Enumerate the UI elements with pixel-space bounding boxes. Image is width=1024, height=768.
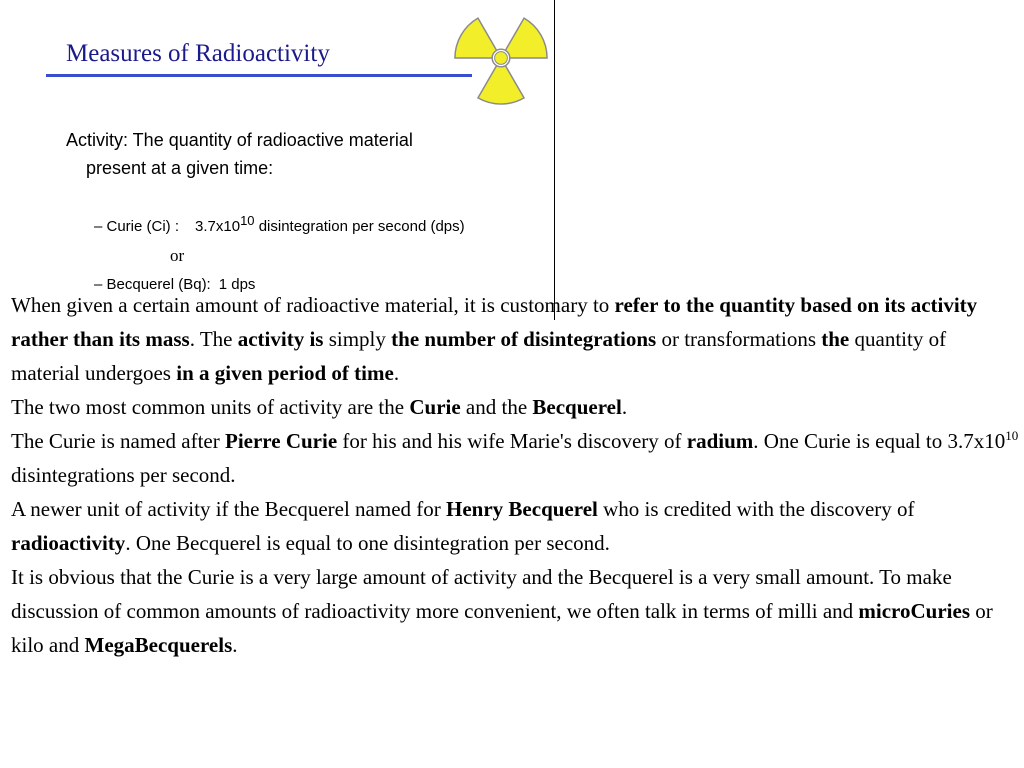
becquerel-value: 1 dps <box>218 276 256 293</box>
paragraph-3: The Curie is named after Pierre Curie for his and his wife Marie's discovery of radium. One Curie is equal to $3.7x10^{10}$ disintegrations per second. <box>11 428 1019 487</box>
title-underline <box>46 74 472 77</box>
curie-label: – Curie (Ci) : <box>94 218 180 235</box>
curie-unit <box>94 213 465 235</box>
vertical-divider <box>554 0 555 320</box>
paragraph-4: A newer unit of activity if the Becquerel named for Henry Becquerel who is credited with the discovery of radioactivity. One Becquerel is equal to one disintegration per second. <box>11 497 915 555</box>
paragraph-5: It is obvious that the Curie is a very large amount of activity and the Becquerel is a very small amount. To make discussion of common amounts of radioactivity more convenient, we often talk in terms of milli and microCuries or kilo and MegaBecquerels. <box>11 565 993 657</box>
activity-line-2: present at a given time: <box>86 158 274 178</box>
body-text <box>11 288 1019 662</box>
radiation-icon <box>452 8 550 108</box>
paragraph-2: The two most common units of activity are the Curie and the Becquerel. <box>11 395 628 419</box>
or-text: or <box>170 246 185 265</box>
slide-title: Measures of Radioactivity <box>66 40 330 67</box>
slide-image <box>0 0 1024 300</box>
activity-definition <box>66 126 413 182</box>
activity-line-1: Activity: The quantity of radioactive material <box>66 130 413 150</box>
paragraph-1: When given a certain amount of radioactive material, it is customary to refer to the quantity based on its activity rather than its mass. The activity is simply the number of disintegrations or transformations the quantity of material undergoes in a given period of time. <box>11 293 978 385</box>
becquerel-label: – Becquerel (Bq): <box>94 276 211 293</box>
curie-value: $3.7x10^{10}$ disintegration per second (dps) <box>195 213 465 235</box>
